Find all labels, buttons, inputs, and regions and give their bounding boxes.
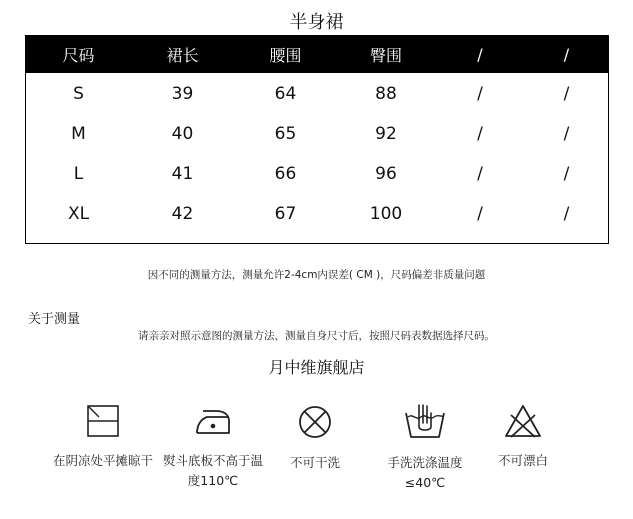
store-name: 月中维旗舰店 xyxy=(268,358,365,377)
cell-hip: 100 xyxy=(369,204,403,224)
care-label: 不可干洗 xyxy=(289,455,340,470)
cell-empty-1: / xyxy=(477,204,483,224)
cell-empty-2: / xyxy=(563,124,570,144)
cell-size: L xyxy=(73,164,84,184)
cell-waist: 65 xyxy=(274,124,297,144)
care-item xyxy=(468,403,578,471)
cell-skirt-length: 41 xyxy=(171,164,194,184)
cell-empty-2: / xyxy=(563,164,570,184)
care-instructions xyxy=(48,403,608,503)
cell-empty-2: / xyxy=(563,204,570,224)
about-measurement-title: 关于测量 xyxy=(28,312,81,327)
cell-empty-1: / xyxy=(477,84,483,104)
header-hip: 臀围 xyxy=(369,46,402,65)
care-item xyxy=(260,403,370,473)
iron-icon xyxy=(189,403,237,439)
table-row xyxy=(26,154,608,194)
table-header xyxy=(26,36,608,73)
care-item xyxy=(370,403,480,493)
cell-hip: 88 xyxy=(375,84,397,104)
cell-waist: 66 xyxy=(274,164,297,184)
no-dry-clean-icon xyxy=(296,403,334,441)
header-skirt-length: 裙长 xyxy=(166,46,199,65)
header-size: 尺码 xyxy=(62,46,95,65)
cell-waist: 67 xyxy=(274,204,297,224)
cell-empty-2: / xyxy=(563,84,570,104)
hand-wash-icon xyxy=(402,403,448,441)
header-empty-1: / xyxy=(477,45,483,64)
table-row xyxy=(26,114,608,154)
cell-waist: 64 xyxy=(274,84,297,104)
cell-skirt-length: 42 xyxy=(171,204,194,224)
size-table xyxy=(25,35,609,244)
cell-empty-1: / xyxy=(477,124,483,144)
care-label: 不可漂白 xyxy=(497,453,548,468)
care-item xyxy=(158,403,268,491)
care-label: 在阴凉处平摊晾干 xyxy=(52,453,153,468)
table-row xyxy=(26,194,608,234)
measurement-note: 因不同的测量方法，测量允许2-4cm内误差( CM )，尺码偏差非质量问题 xyxy=(147,269,486,281)
page-title: 半身裙 xyxy=(289,12,344,33)
cell-hip: 96 xyxy=(375,164,397,184)
no-bleach-icon xyxy=(503,403,543,439)
cell-size: M xyxy=(71,124,86,144)
about-measurement-text: 请亲亲对照示意图的测量方法，测量自身尺寸后，按照尺码表数据选择尺码。 xyxy=(138,330,495,342)
care-item xyxy=(48,403,158,471)
cell-size: S xyxy=(73,84,84,104)
care-label: 手洗洗涤温度≤40℃ xyxy=(387,455,463,490)
cell-skirt-length: 40 xyxy=(171,124,194,144)
table-row xyxy=(26,74,608,114)
care-label: 熨斗底板不高于温度110℃ xyxy=(162,453,263,488)
cell-skirt-length: 39 xyxy=(171,84,194,104)
cell-hip: 92 xyxy=(375,124,397,144)
header-empty-2: / xyxy=(563,45,570,64)
dry-flat-shade-icon xyxy=(85,403,121,439)
cell-empty-1: / xyxy=(477,164,483,184)
cell-size: XL xyxy=(67,204,90,224)
header-waist: 腰围 xyxy=(269,46,302,65)
